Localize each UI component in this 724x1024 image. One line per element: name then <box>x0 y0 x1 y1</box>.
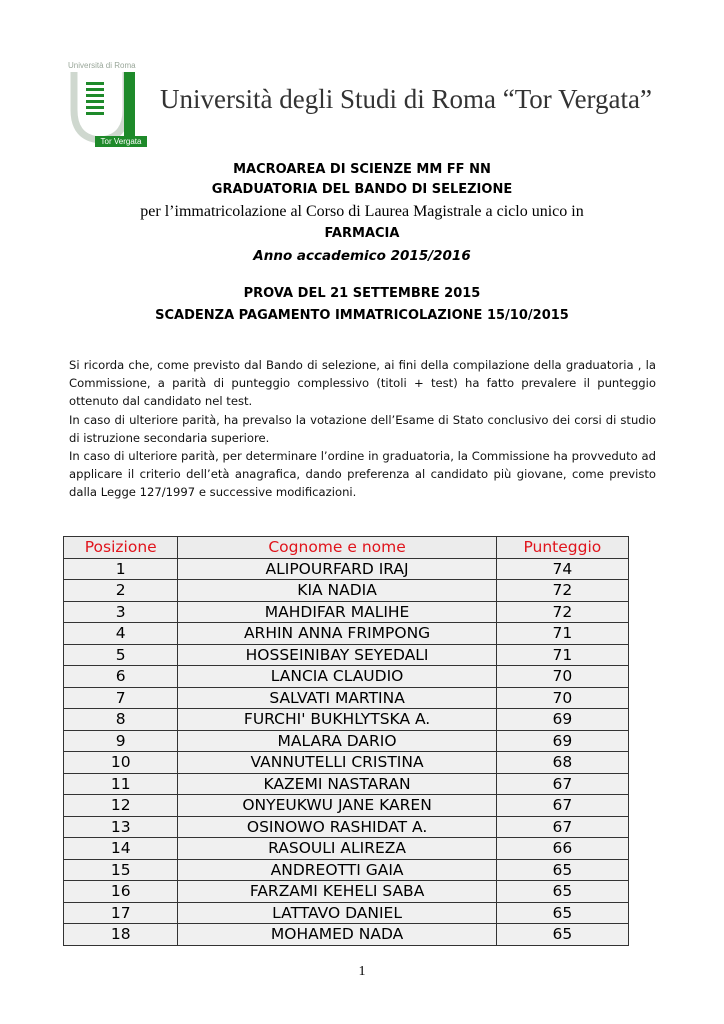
cell-posizione: 14 <box>64 838 178 860</box>
table-row <box>64 687 629 709</box>
cell-posizione: 1 <box>64 558 178 580</box>
cell-punteggio: 69 <box>496 730 628 752</box>
cell-punteggio: 68 <box>496 752 628 774</box>
cell-posizione: 2 <box>64 580 178 602</box>
ranking-table <box>63 536 629 946</box>
cell-cognome-nome: LANCIA CLAUDIO <box>178 666 496 688</box>
cell-punteggio: 70 <box>496 687 628 709</box>
table-row <box>64 623 629 645</box>
cell-punteggio: 65 <box>496 924 628 946</box>
header-cognome-nome: Cognome e nome <box>178 537 496 559</box>
table-row <box>64 601 629 623</box>
table-row <box>64 795 629 817</box>
university-title: Università degli Studi di Roma “Tor Vergata” <box>160 84 653 114</box>
logo-u-emblem <box>66 58 148 148</box>
cell-cognome-nome: ARHIN ANNA FRIMPONG <box>178 623 496 645</box>
cell-punteggio: 65 <box>496 859 628 881</box>
cell-cognome-nome: RASOULI ALIREZA <box>178 838 496 860</box>
cell-punteggio: 74 <box>496 558 628 580</box>
table-row <box>64 558 629 580</box>
cell-posizione: 18 <box>64 924 178 946</box>
table-row <box>64 644 629 666</box>
cell-cognome-nome: ONYEUKWU JANE KAREN <box>178 795 496 817</box>
table-row <box>64 752 629 774</box>
cell-posizione: 10 <box>64 752 178 774</box>
cell-punteggio: 65 <box>496 881 628 903</box>
logo-bottom-text: Tor Vergata <box>95 136 147 147</box>
page-number: 1 <box>358 964 366 979</box>
cell-posizione: 6 <box>64 666 178 688</box>
cell-punteggio: 72 <box>496 601 628 623</box>
cell-cognome-nome: MOHAMED NADA <box>178 924 496 946</box>
cell-punteggio: 69 <box>496 709 628 731</box>
cell-posizione: 16 <box>64 881 178 903</box>
cell-posizione: 3 <box>64 601 178 623</box>
cell-posizione: 4 <box>64 623 178 645</box>
cell-cognome-nome: LATTAVO DANIEL <box>178 902 496 924</box>
cell-cognome-nome: SALVATI MARTINA <box>178 687 496 709</box>
cell-punteggio: 72 <box>496 580 628 602</box>
payment-deadline: SCADENZA PAGAMENTO IMMATRICOLAZIONE 15/10/2015 <box>155 308 569 323</box>
cell-cognome-nome: MALARA DARIO <box>178 730 496 752</box>
table-row <box>64 924 629 946</box>
cell-punteggio: 70 <box>496 666 628 688</box>
cell-cognome-nome: MAHDIFAR MALIHE <box>178 601 496 623</box>
cell-punteggio: 67 <box>496 773 628 795</box>
table-row <box>64 709 629 731</box>
cell-posizione: 11 <box>64 773 178 795</box>
cell-posizione: 15 <box>64 859 178 881</box>
table-row <box>64 730 629 752</box>
cell-punteggio: 71 <box>496 644 628 666</box>
note-paragraph-2: In caso di ulteriore parità, ha prevalso la votazione dell’Esame di Stato conclusivo dei corsi di studio di istruzione secondaria superiore. <box>69 412 656 445</box>
table-row <box>64 881 629 903</box>
table-row <box>64 816 629 838</box>
cell-punteggio: 71 <box>496 623 628 645</box>
header-course-intro: per l’immatricolazione al Corso di Laurea Magistrale a ciclo unico in <box>140 203 584 220</box>
cell-cognome-nome: KIA NADIA <box>178 580 496 602</box>
table-row <box>64 859 629 881</box>
table-row <box>64 902 629 924</box>
cell-posizione: 7 <box>64 687 178 709</box>
table-row <box>64 666 629 688</box>
cell-cognome-nome: OSINOWO RASHIDAT A. <box>178 816 496 838</box>
cell-posizione: 12 <box>64 795 178 817</box>
logo-top-text: Università di Roma <box>68 61 136 70</box>
header-punteggio: Punteggio <box>496 537 628 559</box>
table-row <box>64 773 629 795</box>
university-logo <box>66 58 148 148</box>
header-course-name: FARMACIA <box>324 226 400 241</box>
table-row <box>64 838 629 860</box>
header-graduatoria: GRADUATORIA DEL BANDO DI SELEZIONE <box>211 182 513 197</box>
cell-punteggio: 67 <box>496 795 628 817</box>
cell-posizione: 13 <box>64 816 178 838</box>
cell-cognome-nome: FURCHI' BUKHLYTSKA A. <box>178 709 496 731</box>
cell-posizione: 8 <box>64 709 178 731</box>
cell-posizione: 5 <box>64 644 178 666</box>
table-header-row <box>64 537 629 559</box>
exam-date: PROVA DEL 21 SETTEMBRE 2015 <box>243 286 481 301</box>
header-academic-year: Anno accademico 2015/2016 <box>253 248 471 264</box>
document-header <box>0 160 724 268</box>
cell-cognome-nome: ALIPOURFARD IRAJ <box>178 558 496 580</box>
exam-info <box>0 284 724 326</box>
cell-punteggio: 65 <box>496 902 628 924</box>
cell-cognome-nome: VANNUTELLI CRISTINA <box>178 752 496 774</box>
cell-punteggio: 67 <box>496 816 628 838</box>
table-row <box>64 580 629 602</box>
note-paragraph-1: Si ricorda che, come previsto dal Bando di selezione, ai fini della compilazione della graduatoria , la Commissione, a parità di punteggio complessivo (titoli + test) ha fatto prevalere il punteggio ottenuto dal candidato nel test. <box>69 358 656 409</box>
cell-cognome-nome: KAZEMI NASTARAN <box>178 773 496 795</box>
cell-punteggio: 66 <box>496 838 628 860</box>
cell-posizione: 9 <box>64 730 178 752</box>
header-posizione: Posizione <box>64 537 178 559</box>
header-macroarea: MACROAREA DI SCIENZE MM FF NN <box>233 162 491 177</box>
cell-cognome-nome: HOSSEINIBAY SEYEDALI <box>178 644 496 666</box>
selection-notes <box>69 356 656 502</box>
cell-cognome-nome: ANDREOTTI GAIA <box>178 859 496 881</box>
cell-cognome-nome: FARZAMI KEHELI SABA <box>178 881 496 903</box>
note-paragraph-3: In caso di ulteriore parità, per determinare l’ordine in graduatoria, la Commissione ha provveduto ad applicare il criterio dell’età anagrafica, dando preferenza al candidato più giovane, come previsto dalla Legge 127/1997 e successive modificazioni. <box>69 449 656 500</box>
cell-posizione: 17 <box>64 902 178 924</box>
